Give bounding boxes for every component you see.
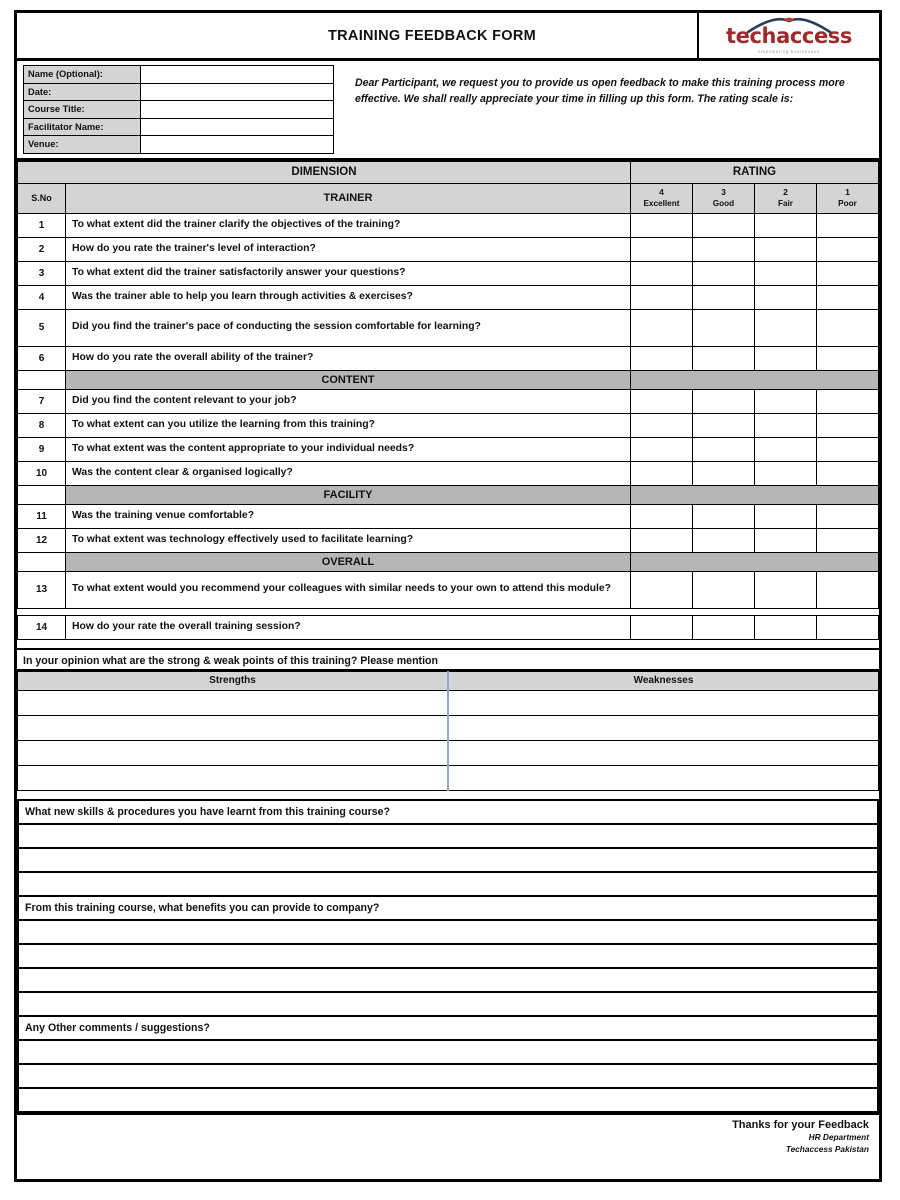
rating-checkbox-2[interactable]	[754, 389, 816, 413]
form-page	[14, 10, 882, 1182]
form-footer	[17, 1113, 879, 1155]
sno-header: S.No	[18, 183, 66, 213]
section-label: OVERALL	[66, 552, 631, 571]
rating-checkbox-3[interactable]	[692, 413, 754, 437]
open-answer-row	[18, 1064, 878, 1088]
info-row	[24, 136, 334, 154]
open-answer-row	[18, 1040, 878, 1064]
question-text: Was the training venue comfortable?	[66, 504, 631, 528]
row-spacer	[18, 608, 879, 615]
rating-checkbox-4[interactable]	[630, 504, 692, 528]
rating-checkbox-3[interactable]	[692, 571, 754, 608]
open-question-text: From this training course, what benefits you can provide to company?	[18, 896, 878, 920]
open-answer-row	[18, 848, 878, 872]
question-text: To what extent can you utilize the learning from this training?	[66, 413, 631, 437]
strengths-input[interactable]	[18, 715, 449, 740]
rating-number: 3	[721, 186, 726, 197]
weaknesses-input[interactable]	[448, 690, 879, 715]
company-text: Techaccess Pakistan	[785, 1143, 869, 1154]
info-label: Course Title:	[24, 101, 141, 119]
open-answer-input[interactable]	[18, 1088, 878, 1112]
rating-checkbox-2[interactable]	[754, 437, 816, 461]
rating-checkbox-4[interactable]	[630, 389, 692, 413]
rating-checkbox-1[interactable]	[816, 237, 878, 261]
open-answer-row	[18, 1088, 878, 1112]
question-row	[18, 346, 879, 370]
logo-wordmark: techaccess	[726, 24, 852, 49]
open-answer-row	[18, 968, 878, 992]
rating-checkbox-1[interactable]	[816, 261, 878, 285]
section-gap-2	[17, 791, 879, 799]
rating-checkbox-3[interactable]	[692, 615, 754, 639]
question-text: To what extent did the trainer satisfactorily answer your questions?	[66, 261, 631, 285]
question-number: 14	[18, 615, 66, 639]
sw-blank-row	[18, 740, 879, 765]
section-gap	[17, 640, 879, 648]
rating-checkbox-1[interactable]	[816, 504, 878, 528]
rating-checkbox-1[interactable]	[816, 285, 878, 309]
question-number: 11	[18, 504, 66, 528]
strengths-input[interactable]	[18, 740, 449, 765]
rating-checkbox-3[interactable]	[692, 504, 754, 528]
rating-header: RATING	[630, 161, 878, 183]
rating-checkbox-3[interactable]	[692, 346, 754, 370]
rating-checkbox-2[interactable]	[754, 285, 816, 309]
question-row	[18, 309, 879, 346]
open-questions-table	[17, 799, 879, 1113]
rating-checkbox-4[interactable]	[630, 615, 692, 639]
question-row	[18, 528, 879, 552]
section-band-facility	[18, 485, 879, 504]
rating-checkbox-3[interactable]	[692, 285, 754, 309]
open-answer-row	[18, 992, 878, 1016]
rating-number: 2	[783, 186, 788, 197]
section-header-trainer: TRAINER	[66, 183, 631, 213]
rating-checkbox-1[interactable]	[816, 389, 878, 413]
rating-checkbox-1[interactable]	[816, 571, 878, 608]
rating-checkbox-4[interactable]	[630, 285, 692, 309]
info-label: Facilitator Name:	[24, 118, 141, 136]
question-row	[18, 389, 879, 413]
rating-checkbox-1[interactable]	[816, 461, 878, 485]
rating-scale-header-row	[18, 183, 879, 213]
open-answer-input[interactable]	[18, 968, 878, 992]
open-question-text: What new skills & procedures you have learnt from this training course?	[18, 800, 878, 824]
rating-label: Poor	[838, 199, 857, 209]
info-row	[24, 101, 334, 119]
sw-header-row	[18, 671, 879, 690]
info-input[interactable]	[141, 101, 334, 119]
question-number: 6	[18, 346, 66, 370]
rating-checkbox-1[interactable]	[816, 528, 878, 552]
band-sno-cell	[18, 485, 66, 504]
rating-checkbox-2[interactable]	[754, 309, 816, 346]
open-answer-row	[18, 920, 878, 944]
open-answer-input[interactable]	[18, 824, 878, 848]
question-number: 5	[18, 309, 66, 346]
rating-checkbox-2[interactable]	[754, 237, 816, 261]
rating-checkbox-4[interactable]	[630, 309, 692, 346]
rating-label: Excellent	[643, 199, 680, 209]
section-band-overall	[18, 552, 879, 571]
open-question-row	[18, 1016, 878, 1040]
section-label: FACILITY	[66, 485, 631, 504]
info-label: Date:	[24, 83, 141, 101]
open-answer-input[interactable]	[18, 920, 878, 944]
department-text: HR Department	[808, 1131, 869, 1142]
rating-checkbox-3[interactable]	[692, 261, 754, 285]
open-answer-input[interactable]	[18, 944, 878, 968]
open-answer-input[interactable]	[18, 848, 878, 872]
rating-label: Good	[712, 199, 735, 209]
open-answer-input[interactable]	[18, 1064, 878, 1088]
intro-text: Dear Participant, we request you to provide us open feedback to make this training process more effective. We shall really appreciate your time in filling up this form. The rating scale is:	[355, 77, 845, 106]
question-number: 7	[18, 389, 66, 413]
strengths-column-header: Strengths	[18, 671, 449, 690]
info-input[interactable]	[141, 83, 334, 101]
weaknesses-column-header: Weaknesses	[448, 671, 879, 690]
sw-blank-row	[18, 765, 879, 790]
participant-fields	[17, 61, 339, 158]
rating-number: 4	[659, 186, 664, 197]
rating-checkbox-4[interactable]	[630, 237, 692, 261]
question-number: 10	[18, 461, 66, 485]
rating-checkbox-3[interactable]	[692, 213, 754, 237]
question-row	[18, 571, 879, 608]
rating-col-good	[692, 183, 754, 213]
swoosh-icon	[746, 16, 832, 34]
question-number: 9	[18, 437, 66, 461]
rating-checkbox-3[interactable]	[692, 437, 754, 461]
open-answer-input[interactable]	[18, 992, 878, 1016]
open-question-text: Any Other comments / suggestions?	[18, 1016, 878, 1040]
band-rating-cell	[630, 552, 878, 571]
rating-checkbox-2[interactable]	[754, 261, 816, 285]
rating-checkbox-2[interactable]	[754, 528, 816, 552]
question-number: 13	[18, 571, 66, 608]
section-band-content	[18, 370, 879, 389]
strengths-weaknesses-table	[17, 671, 879, 791]
rating-checkbox-1[interactable]	[816, 437, 878, 461]
rating-col-poor	[816, 183, 878, 213]
open-answer-row	[18, 824, 878, 848]
rating-checkbox-4[interactable]	[630, 528, 692, 552]
question-number: 1	[18, 213, 66, 237]
question-number: 2	[18, 237, 66, 261]
rating-checkbox-4[interactable]	[630, 413, 692, 437]
band-rating-cell	[630, 485, 878, 504]
question-row	[18, 615, 879, 639]
band-sno-cell	[18, 370, 66, 389]
question-row	[18, 261, 879, 285]
question-row	[18, 237, 879, 261]
info-input[interactable]	[141, 136, 334, 154]
rating-checkbox-2[interactable]	[754, 571, 816, 608]
rating-checkbox-2[interactable]	[754, 413, 816, 437]
open-answer-row	[18, 944, 878, 968]
question-text: How do you rate the trainer's level of interaction?	[66, 237, 631, 261]
rating-checkbox-1[interactable]	[816, 213, 878, 237]
info-label: Venue:	[24, 136, 141, 154]
question-row	[18, 213, 879, 237]
question-text: To what extent did the trainer clarify the objectives of the training?	[66, 213, 631, 237]
rating-checkbox-3[interactable]	[692, 528, 754, 552]
rating-checkbox-2[interactable]	[754, 213, 816, 237]
form-header	[17, 13, 879, 61]
question-text: How do you rate the overall ability of the trainer?	[66, 346, 631, 370]
band-rating-cell	[630, 370, 878, 389]
question-row	[18, 437, 879, 461]
page-title: TRAINING FEEDBACK FORM	[328, 27, 536, 44]
open-answer-row	[18, 872, 878, 896]
info-table	[23, 65, 334, 154]
company-logo	[697, 13, 879, 58]
open-answer-input[interactable]	[18, 1040, 878, 1064]
rating-checkbox-4[interactable]	[630, 346, 692, 370]
rating-checkbox-3[interactable]	[692, 237, 754, 261]
rating-checkbox-1[interactable]	[816, 413, 878, 437]
rating-checkbox-2[interactable]	[754, 615, 816, 639]
rating-col-excellent	[630, 183, 692, 213]
strengths-input[interactable]	[18, 765, 449, 790]
weaknesses-input[interactable]	[448, 740, 879, 765]
question-row	[18, 461, 879, 485]
info-row	[24, 118, 334, 136]
weaknesses-input[interactable]	[448, 765, 879, 790]
info-input[interactable]	[141, 66, 334, 84]
question-row	[18, 413, 879, 437]
rating-checkbox-4[interactable]	[630, 571, 692, 608]
question-text: To what extent would you recommend your colleagues with similar needs to your own to attend this module?	[66, 571, 631, 608]
rating-checkbox-3[interactable]	[692, 389, 754, 413]
rating-checkbox-4[interactable]	[630, 213, 692, 237]
rating-checkbox-4[interactable]	[630, 261, 692, 285]
question-number: 3	[18, 261, 66, 285]
rating-checkbox-1[interactable]	[816, 346, 878, 370]
band-sno-cell	[18, 552, 66, 571]
weaknesses-input[interactable]	[448, 715, 879, 740]
rating-table-header-row	[18, 161, 879, 183]
info-label: Name (Optional):	[24, 66, 141, 84]
sw-blank-row	[18, 690, 879, 715]
open-answer-input[interactable]	[18, 872, 878, 896]
logo-tagline: empowering businesses	[758, 48, 820, 54]
rating-checkbox-3[interactable]	[692, 461, 754, 485]
info-row	[24, 66, 334, 84]
question-number: 4	[18, 285, 66, 309]
rating-checkbox-2[interactable]	[754, 504, 816, 528]
rating-checkbox-2[interactable]	[754, 346, 816, 370]
rating-number: 1	[845, 186, 850, 197]
strengths-input[interactable]	[18, 690, 449, 715]
dimension-header: DIMENSION	[18, 161, 631, 183]
question-text: How do your rate the overall training session?	[66, 615, 631, 639]
info-row	[24, 83, 334, 101]
question-text: To what extent was the content appropriate to your individual needs?	[66, 437, 631, 461]
rating-table	[17, 161, 879, 640]
question-row	[18, 285, 879, 309]
question-text: Did you find the content relevant to your job?	[66, 389, 631, 413]
participant-info-block	[17, 61, 879, 161]
question-row	[18, 504, 879, 528]
thanks-text: Thanks for your Feedback	[732, 1118, 869, 1131]
rating-checkbox-4[interactable]	[630, 461, 692, 485]
question-text: To what extent was technology effectively used to facilitate learning?	[66, 528, 631, 552]
rating-checkbox-4[interactable]	[630, 437, 692, 461]
rating-checkbox-1[interactable]	[816, 615, 878, 639]
question-text: Was the trainer able to help you learn through activities & exercises?	[66, 285, 631, 309]
rating-checkbox-1[interactable]	[816, 309, 878, 346]
open-question-row	[18, 800, 878, 824]
rating-checkbox-3[interactable]	[692, 309, 754, 346]
rating-col-fair	[754, 183, 816, 213]
info-input[interactable]	[141, 118, 334, 136]
question-number: 8	[18, 413, 66, 437]
section-label: CONTENT	[66, 370, 631, 389]
intro-block	[339, 61, 879, 158]
sw-blank-row	[18, 715, 879, 740]
open-question-row	[18, 896, 878, 920]
question-text: Was the content clear & organised logically?	[66, 461, 631, 485]
strengths-question: In your opinion what are the strong & weak points of this training? Please mention	[17, 648, 879, 671]
question-number: 12	[18, 528, 66, 552]
rating-label: Fair	[777, 199, 793, 209]
rating-checkbox-2[interactable]	[754, 461, 816, 485]
question-text: Did you find the trainer's pace of conducting the session comfortable for learning?	[66, 309, 631, 346]
